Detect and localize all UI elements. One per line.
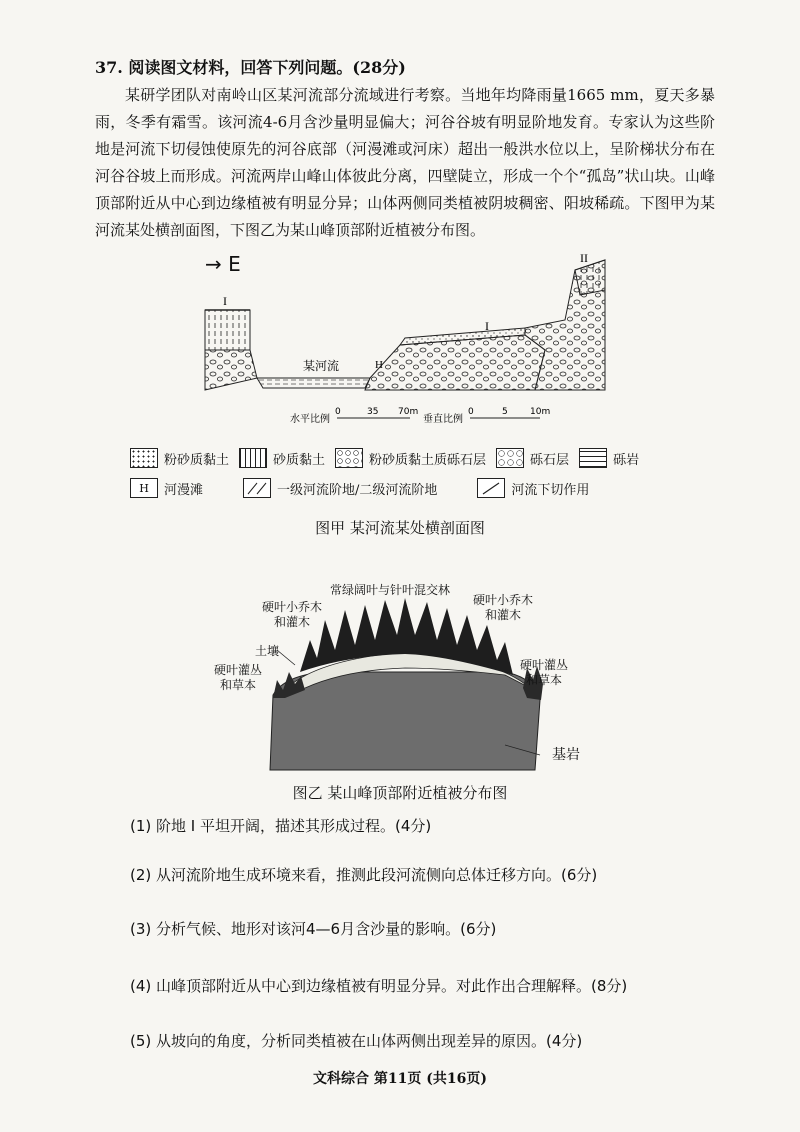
legend-item [335,448,486,468]
legend-item [239,448,325,468]
legend-label: 砂质黏土 [273,452,326,468]
right-upper-vegetation-label: 硬叶小乔木 和灌木 [473,593,534,622]
v-scale-label: 垂直比例 [423,414,463,425]
h-scale-tick: 70m [398,407,419,417]
legend-item [130,478,203,498]
river-label: 某河流 [303,359,340,373]
h-scale-tick: 0 [335,407,341,417]
legend-label: 河流下切作用 [511,482,590,498]
terrace-I-left-label: I [223,294,227,308]
legend-item [477,478,589,498]
sub-question: (4) 山峰顶部附近从中心到边缘植被有明显分异。对此作出合理解释。(8分) [130,977,628,995]
sub-question: (3) 分析气候、地形对该河4—6月含沙量的影响。(6分) [130,920,497,938]
legend-label: 砾岩 [613,452,640,468]
v-scale-tick: 5 [502,407,508,417]
left-upper-vegetation-label: 硬叶小乔木 和灌木 [262,600,323,629]
conglomerate-swatch [579,448,607,468]
legend-item [496,448,569,468]
downcutting-arrow-icon [479,480,503,496]
floodplain-swatch: H [130,478,158,498]
soil-label: 土壤 [255,644,280,658]
bedrock-shape [270,672,540,770]
bedrock-label: 基岩 [552,747,580,763]
question-intro: 某研学团队对南岭山区某河流部分流域进行考察。当地年均降雨量1665 mm，夏天多暴雨，冬季有霜雪。该河流4-6月含沙量明显偏大；河谷谷坡有明显阶地发育。专家认为这些阶地是河流下切侵蚀使原先的河谷底部（河漫滩或河床）超出一般洪水位以上，呈阶梯状分布在河谷谷坡上而形成。河流两岸山峰山体彼此分离，四壁陡立，形成一个个“孤岛”状山块。山峰顶部附近从中心到边缘植被有明显分异；山体两侧同类植被阴坡稠密、阳坡稀疏。下图甲为某河流某处横剖面图，下图乙为某山峰顶部附近植被分布图。 [95,86,715,239]
legend-label: 一级河流阶地/二级河流阶地 [277,482,438,498]
left-lower-vegetation-label: 硬叶灌丛 和草本 [214,663,263,692]
h-scale-label: 水平比例 [290,414,330,425]
sandy-clay-swatch [239,448,267,468]
terrace-II-label: II [580,251,588,265]
question-title: 37. 阅读图文材料，回答下列问题。(28分) [95,58,406,77]
figure-b-caption: 图乙 某山峰顶部附近植被分布图 [292,784,508,802]
legend-label: 粉砂质黏土质砾石层 [369,452,487,468]
legend-label: 河漫滩 [164,482,204,498]
gravel-layer-swatch [496,448,524,468]
sub-question: (1) 阶地 I 平坦开阔，描述其形成过程。(4分) [130,817,432,835]
page-footer: 文科综合 第11页 (共16页) [313,1071,487,1087]
right-floodplain [365,335,545,390]
legend-label: 粉砂质黏土 [164,452,230,468]
right-lower-vegetation-label: 硬叶灌丛 和草本 [520,658,569,687]
legend-item [130,448,229,468]
silty-clay-gravel-swatch [335,448,363,468]
terrace-symbol-icon [245,480,269,496]
legend-label: 砾石层 [530,452,570,468]
river-cross-section-figure [195,250,615,440]
figure-a-caption: 图甲 某河流某处横剖面图 [315,519,485,537]
v-scale-tick: 10m [530,407,551,417]
floodplain-label: H [375,359,383,371]
terrace-I-right-label: I [485,319,489,333]
sub-question: (2) 从河流阶地生成环境来看，推测此段河流侧向总体迁移方向。(6分) [130,866,598,884]
sub-question: (5) 从坡向的角度，分析同类植被在山体两侧出现差异的原因。(4分) [130,1032,583,1050]
figure-a-legend [130,443,690,503]
mixed-forest-label: 常绿阔叶与针叶混交林 [330,583,451,597]
legend-item [243,478,437,498]
river-water [257,378,370,388]
terrace-swatch [243,478,271,498]
left-terrace-silt [205,310,250,350]
left-terrace-gravel [205,350,257,390]
legend-item [579,448,639,468]
downcutting-swatch [477,478,505,498]
silty-clay-swatch [130,448,158,468]
h-scale-tick: 35 [367,407,379,417]
v-scale-tick: 0 [468,407,474,417]
east-direction-arrow: → E [205,252,241,276]
